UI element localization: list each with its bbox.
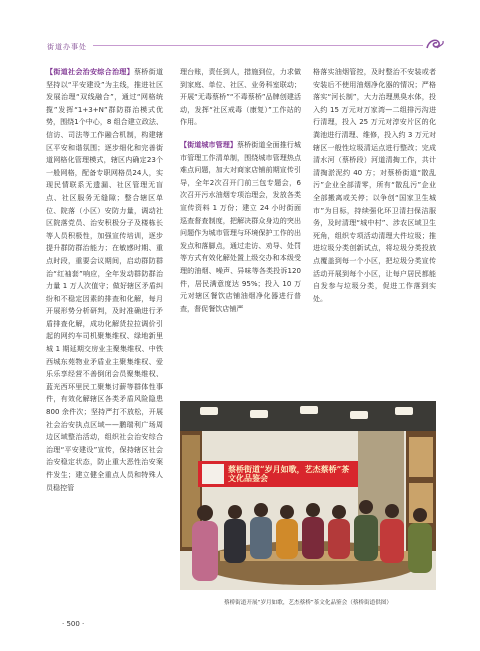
header-rule — [93, 45, 423, 46]
article-column-1 — [46, 66, 163, 494]
photo-caption: 蔡桥街道开展“岁月如歌，艺杰蔡桥”茶文化品鉴会（蔡桥街道供图） — [223, 600, 392, 606]
section-heading-public-security: 【街道社会治安综合治理】 — [46, 67, 134, 76]
event-photo — [180, 401, 436, 590]
column1-body-text: 蔡桥街道坚持以“平安建设”为主线，推进社区发展治理“双线融合”，通过“网格统揽”发挥“1+3+N”群防群治模式优势，围绕1个中心，8 组合建立政法、信访、司法等工作融合机制，构建辖区平安和谐氛围；逐步细化和完善街道网格化管理模式，辖区内确定23个一般网格，配备专职网格员24人，实现民情联系无遗漏、社区管理无盲点、社区服务无缝隙；整合辖区单位、院落（小区）安防力量，调动社区院落党员、治安积极分子及楼栋长等人员积极性，加强宣传培训，逐步提升群防群治能力；在敏感时期、重点时段，重要会议期间，启动群防群治“红袖套”响应，全年发动群防群治力量 1 万人次值守；做好辖区矛盾纠纷和不稳定因素的排查和化解，每月开展形势分析研判，及时准确进行矛盾排查化解，成功化解货拉拉调价引起的网约车司机聚集维权、绿地新里城 1 期延期交房业主聚集维权、中铁西城东苑物业矛盾业主聚集维权、爱乐乐享经营不善倒闭会员聚集维权、蓝光西环里民工聚集讨薪等群体性事件，有效化解辖区各类矛盾风险隐患 800 余件次；坚持严打不放松，开展社会治安执点区域——鹏瑞利广场周边区域整治活动，组织社会治安综合治理“平安建设”宣传，保持辖区社会治安稳定状态，防止重大恶性治安案件发生；建立健全重点人员和特殊人员稳控管 — [46, 67, 163, 492]
page-number: · 500 · — [62, 620, 85, 628]
article-column-3 — [313, 66, 436, 305]
swirl-ornament-icon — [425, 36, 445, 52]
paragraph-spacer — [180, 129, 301, 139]
page-header — [0, 0, 480, 52]
event-banner-text: 蔡桥街道“岁月如歌，艺杰蔡桥”茶文化品鉴会 — [228, 464, 350, 483]
column3-body-text: 格落实油烟管控，及时整治不安装或者安装后不使用油烟净化器的情况；严格落实“河长制”，大力治理黑臭水体，投入约 15 万元对万家湾—二组排污沟进行清理，投入 25 万元对淳安片区的化粪池进行清理、维修，投入约 3 万元对辖区一般性垃圾清运点进行整改；完成清水河（蔡桥段）河道清掏工作，共计清掏淤泥约 40 方；对蔡桥街道“散乱污”企业全部清零，所有“散乱污”企业全部搬离或关停；以争创“国家卫生城市”为目标，持续强化环卫清扫保洁服务，及时清理“城中村”、涉农区域卫生死角，组织专项活动清理大件垃圾；推进垃圾分类创新试点，将垃圾分类投放点覆盖到每一个小区，把垃圾分类宣传活动开展到每个小区，让每户居民都能自发参与垃圾分类，促进工作落到实处。 — [313, 67, 436, 303]
column2-body-text-top: 理台账，责任到人，措施到位，力求做到家庭、单位、社区、业务科室联动；开展“无毒蔡桥”“不毒蔡桥”品牌创建活动，发挥“社区戒毒（康复）”工作站的作用。 — [180, 67, 301, 127]
section-heading-urban-management: 【街道城市管理】 — [180, 139, 237, 149]
event-photo-illustration — [180, 401, 436, 590]
column2-body-text-bottom: 蔡桥街道全面推行城市管理工作清单制，围绕城市管理热点难点问题，加大对商家店铺前期宣传引导，全年2次召开门前三包专题会，6 次召开污水油烟专项治理会，发放各类宣传资料 1 万份；建立 24 小时街面巡查督查制度，把解决群众身边的突出问题作为城市管理与环境保护工作的出发点和落脚点，通过走访、劝导、处罚等方式有效化解处置上级交办和本级受理的油烟、噪声、异味等各类投诉120件，居民满意度达 95%；投入 10 万元对辖区餐饮店铺油烟净化器进行普查，督促餐饮店铺严 — [180, 139, 301, 313]
article-column-2 — [180, 66, 301, 315]
section-title: 街道办事处 — [47, 43, 87, 51]
